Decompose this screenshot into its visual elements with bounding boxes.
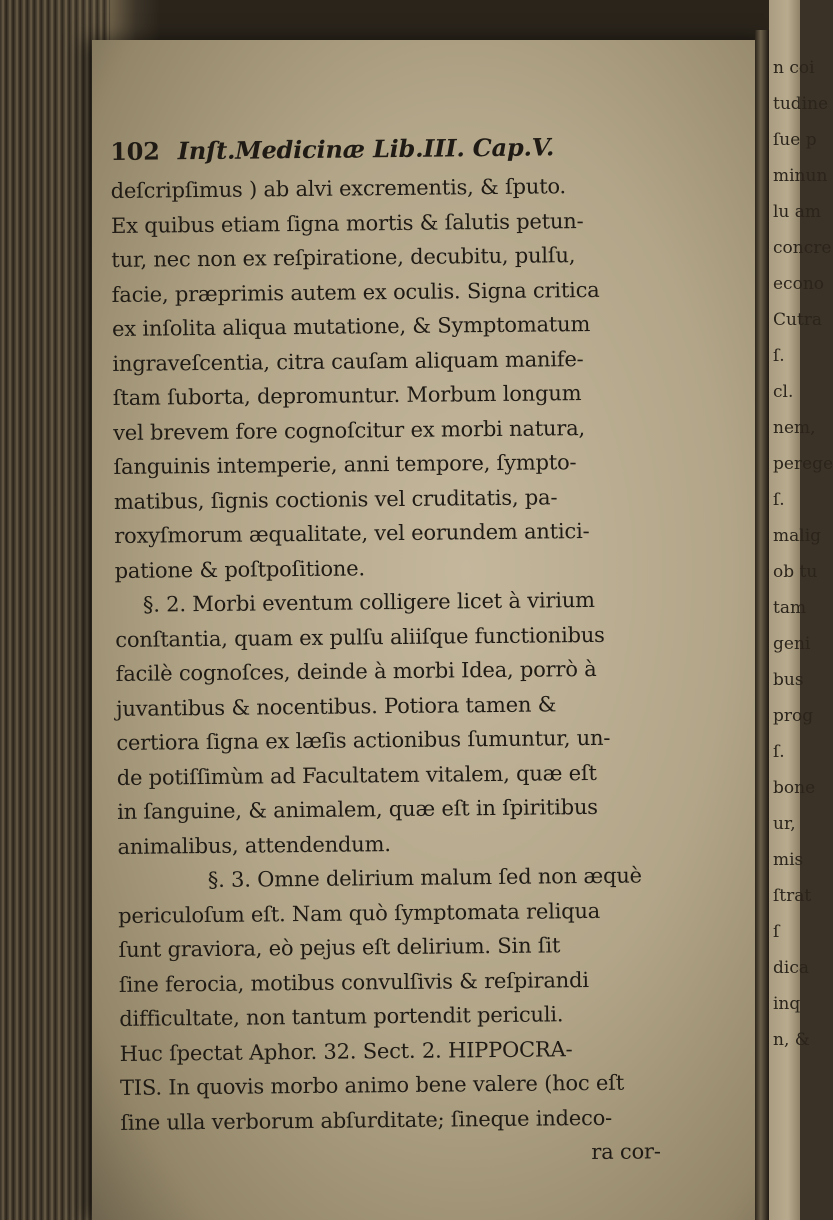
- adjacent-page-line: malig: [773, 526, 822, 546]
- text-line: animalibus, attendendum.: [117, 831, 391, 859]
- adjacent-page-line: nem,: [773, 418, 816, 438]
- text-line: ſunt graviora, eò pejus eſt delirium. Sin ſit: [118, 933, 561, 962]
- adjacent-page-strip: [769, 0, 833, 1220]
- section-3-start: §. 3. Omne delirium malum ſed non æquè: [207, 863, 642, 893]
- text-line: vel brevem fore cognoſcitur ex morbi natura,: [113, 415, 586, 445]
- adjacent-page-line: n coi: [773, 58, 815, 78]
- text-line: Huc ſpectat Aphor. 32. Sect. 2. HIPPOCRA-: [119, 1036, 573, 1066]
- adjacent-page-line: ſ.: [773, 346, 785, 366]
- text-line: patione & poſtpoſitione.: [114, 555, 365, 583]
- adjacent-page-line: ſ.: [773, 742, 785, 762]
- text-line: ſine ferocia, motibus convulſivis & reſpirandi: [118, 967, 589, 997]
- text-line: difficultate, non tantum portendit periculi.: [119, 1002, 564, 1031]
- text-line: in ſanguine, & animalem, quæ eſt in ſpiritibus: [117, 794, 598, 824]
- running-title: Inſt.Medicinæ Lib.III. Cap.V.: [177, 132, 555, 166]
- adjacent-page-line: bone: [773, 778, 816, 798]
- running-header: [110, 123, 760, 174]
- adjacent-page-line: minun: [773, 166, 828, 186]
- adjacent-page-line: inq: [773, 994, 801, 1014]
- adjacent-page-line: ob tu: [773, 562, 818, 582]
- text-line: certiora ſigna ex læſis actionibus ſumuntur, un-: [116, 725, 611, 755]
- adjacent-page-line: Cutra: [773, 310, 823, 330]
- adjacent-page-line: cl.: [773, 382, 794, 402]
- adjacent-page-line: lu am: [773, 202, 822, 222]
- adjacent-page-line: prog: [773, 706, 814, 726]
- adjacent-page-line: ſ: [773, 922, 780, 942]
- text-line: ingraveſcentia, citra cauſam aliquam manife-: [112, 346, 584, 376]
- adjacent-page-line: perege: [773, 454, 833, 474]
- text-line: tur, nec non ex reſpiratione, decubitu, pulſu,: [111, 243, 576, 272]
- text-line: matibus, ſignis coctionis vel cruditatis, pa-: [113, 484, 558, 514]
- adjacent-page-line: concre: [773, 238, 832, 258]
- adjacent-page-line: n, &: [773, 1030, 810, 1050]
- adjacent-page-line: dica: [773, 958, 809, 978]
- catchword: ra cor-: [591, 1139, 661, 1165]
- adjacent-page-line: ur,: [773, 814, 796, 834]
- page-text-block: [110, 123, 771, 1174]
- text-line: facilè cognoſces, deinde à morbi Idea, porrò à: [115, 656, 597, 686]
- text-line: deſcripſimus ) ab alvi excrementis, & ſputo.: [110, 174, 567, 203]
- adjacent-page-line: geni: [773, 634, 811, 654]
- section-2-start: §. 2. Morbi eventum colligere licet à virium: [142, 587, 595, 617]
- text-line: ſtam ſuborta, depromuntur. Morbum longum: [112, 381, 582, 410]
- text-line: de potiſſimùm ad Facultatem vitalem, quæ eſt: [116, 760, 597, 790]
- adjacent-page-line: ſ.: [773, 490, 785, 510]
- text-line: TIS. In quovis morbo animo bene valere (hoc eſt: [119, 1070, 625, 1100]
- text-line: conſtantia, quam ex pulſu aliiſque functionibus: [115, 622, 605, 652]
- text-line: roxyſmorum æqualitate, vel eorundem antici-: [114, 519, 590, 548]
- adjacent-page-line: mis: [773, 850, 804, 870]
- text-line: periculoſum eſt. Nam quò ſymptomata reliqua: [118, 898, 601, 928]
- page-number: 102: [110, 136, 160, 166]
- text-line: ſanguinis intemperie, anni tempore, ſympto-: [113, 450, 577, 479]
- adjacent-page-line: ſue p: [773, 130, 817, 150]
- adjacent-page-line: econo: [773, 274, 824, 294]
- adjacent-page-line: tam: [773, 598, 807, 618]
- adjacent-page-line: tudine: [773, 94, 829, 114]
- text-line: ex inſolita aliqua mutatione, & Symptomatum: [111, 311, 591, 341]
- text-line: ſine ulla verborum abſurditate; ſineque indeco-: [120, 1105, 613, 1135]
- text-line: juvantibus & nocentibus. Potiora tamen &: [115, 691, 557, 721]
- text-line: Ex quibus etiam ſigna mortis & ſalutis petun-: [110, 208, 584, 238]
- text-line: facie, præprimis autem ex oculis. Signa critica: [111, 277, 600, 307]
- adjacent-page-line: ſtrat: [773, 886, 812, 906]
- adjacent-page-line: bus: [773, 670, 804, 690]
